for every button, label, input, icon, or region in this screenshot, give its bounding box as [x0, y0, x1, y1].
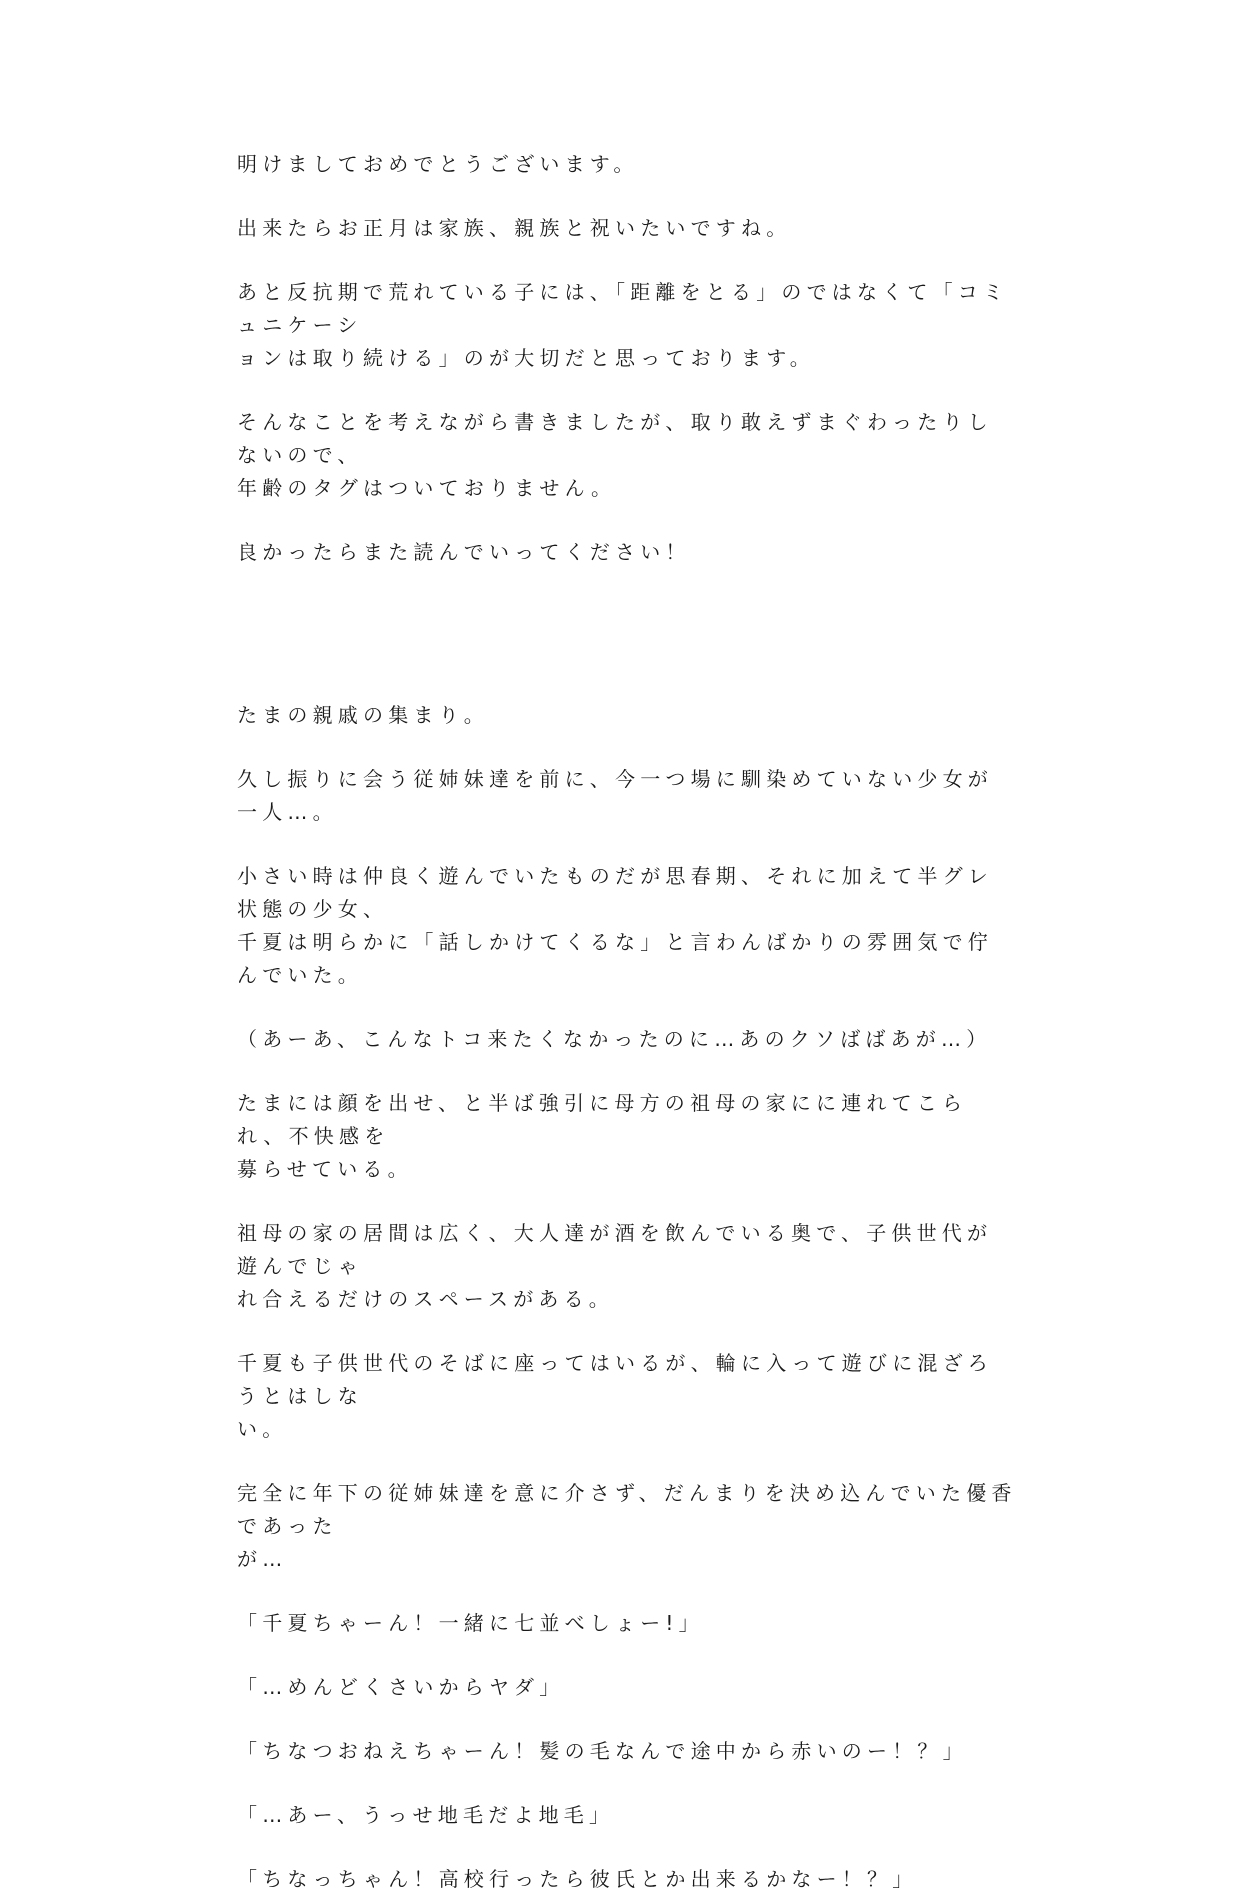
story-paragraph-1: たまの親戚の集まり。	[237, 703, 489, 727]
text-body	[237, 148, 1017, 1896]
story-paragraph-7: 千夏も子供世代のそばに座ってはいるが、輪に入って遊びに混ざろうとはしな い。	[237, 1351, 993, 1441]
story-paragraph-5: たまには顔を出せ、と半ば強引に母方の祖母の家にに連れてこられ、不快感を 募らせている。	[237, 1091, 968, 1181]
story-paragraph-4: （あーあ、こんなトコ来たくなかったのに…あのクソばばあが…）	[237, 1027, 992, 1051]
dialogue-line-1: 「千夏ちゃーん！一緒に七並べしょー!」	[237, 1611, 704, 1635]
preface-paragraph-1: 明けましておめでとうございます。	[237, 152, 639, 176]
dialogue-line-4: 「…あー、うっせ地毛だよ地毛」	[237, 1803, 615, 1827]
story-paragraph-3: 小さい時は仲良く遊んでいたものだが思春期、それに加えて半グレ状態の少女、 千夏は明らかに「話しかけてくるな」と言わんばかりの雰囲気で佇んでいた。	[237, 864, 993, 987]
story-paragraph-2: 久し振りに会う従姉妹達を前に、今一つ場に馴染めていない少女が一人…。	[237, 767, 993, 824]
dialogue-line-3: 「ちなつおねえちゃーん！髪の毛なんで途中から赤いのー！？」	[237, 1739, 968, 1763]
dialogue-line-5: 「ちなっちゃん！高校行ったら彼氏とか出来るかなー！？」	[237, 1867, 918, 1891]
preface-paragraph-2: 出来たらお正月は家族、親族と祝いたいですね。	[237, 216, 792, 240]
preface-paragraph-5: 良かったらまた読んでいってください！	[237, 540, 691, 564]
story-paragraph-6: 祖母の家の居間は広く、大人達が酒を飲んでいる奥で、子供世代が遊んでじゃ れ合えるだけのスペースがある。	[237, 1221, 993, 1311]
preface-paragraph-3: あと反抗期で荒れている子には、「距離をとる」のではなくて「コミュニケーシ ョンは取り続ける」のが大切だと思っております。	[237, 280, 1009, 370]
dialogue-line-2: 「…めんどくさいからヤダ」	[237, 1675, 565, 1699]
story-paragraph-8: 完全に年下の従姉妹達を意に介さず、だんまりを決め込んでいた優香であった が…	[237, 1481, 1017, 1571]
preface-paragraph-4: そんなことを考えながら書きましたが、取り敢えずまぐわったりしないので、 年齢のタグはついておりません。	[237, 410, 993, 500]
